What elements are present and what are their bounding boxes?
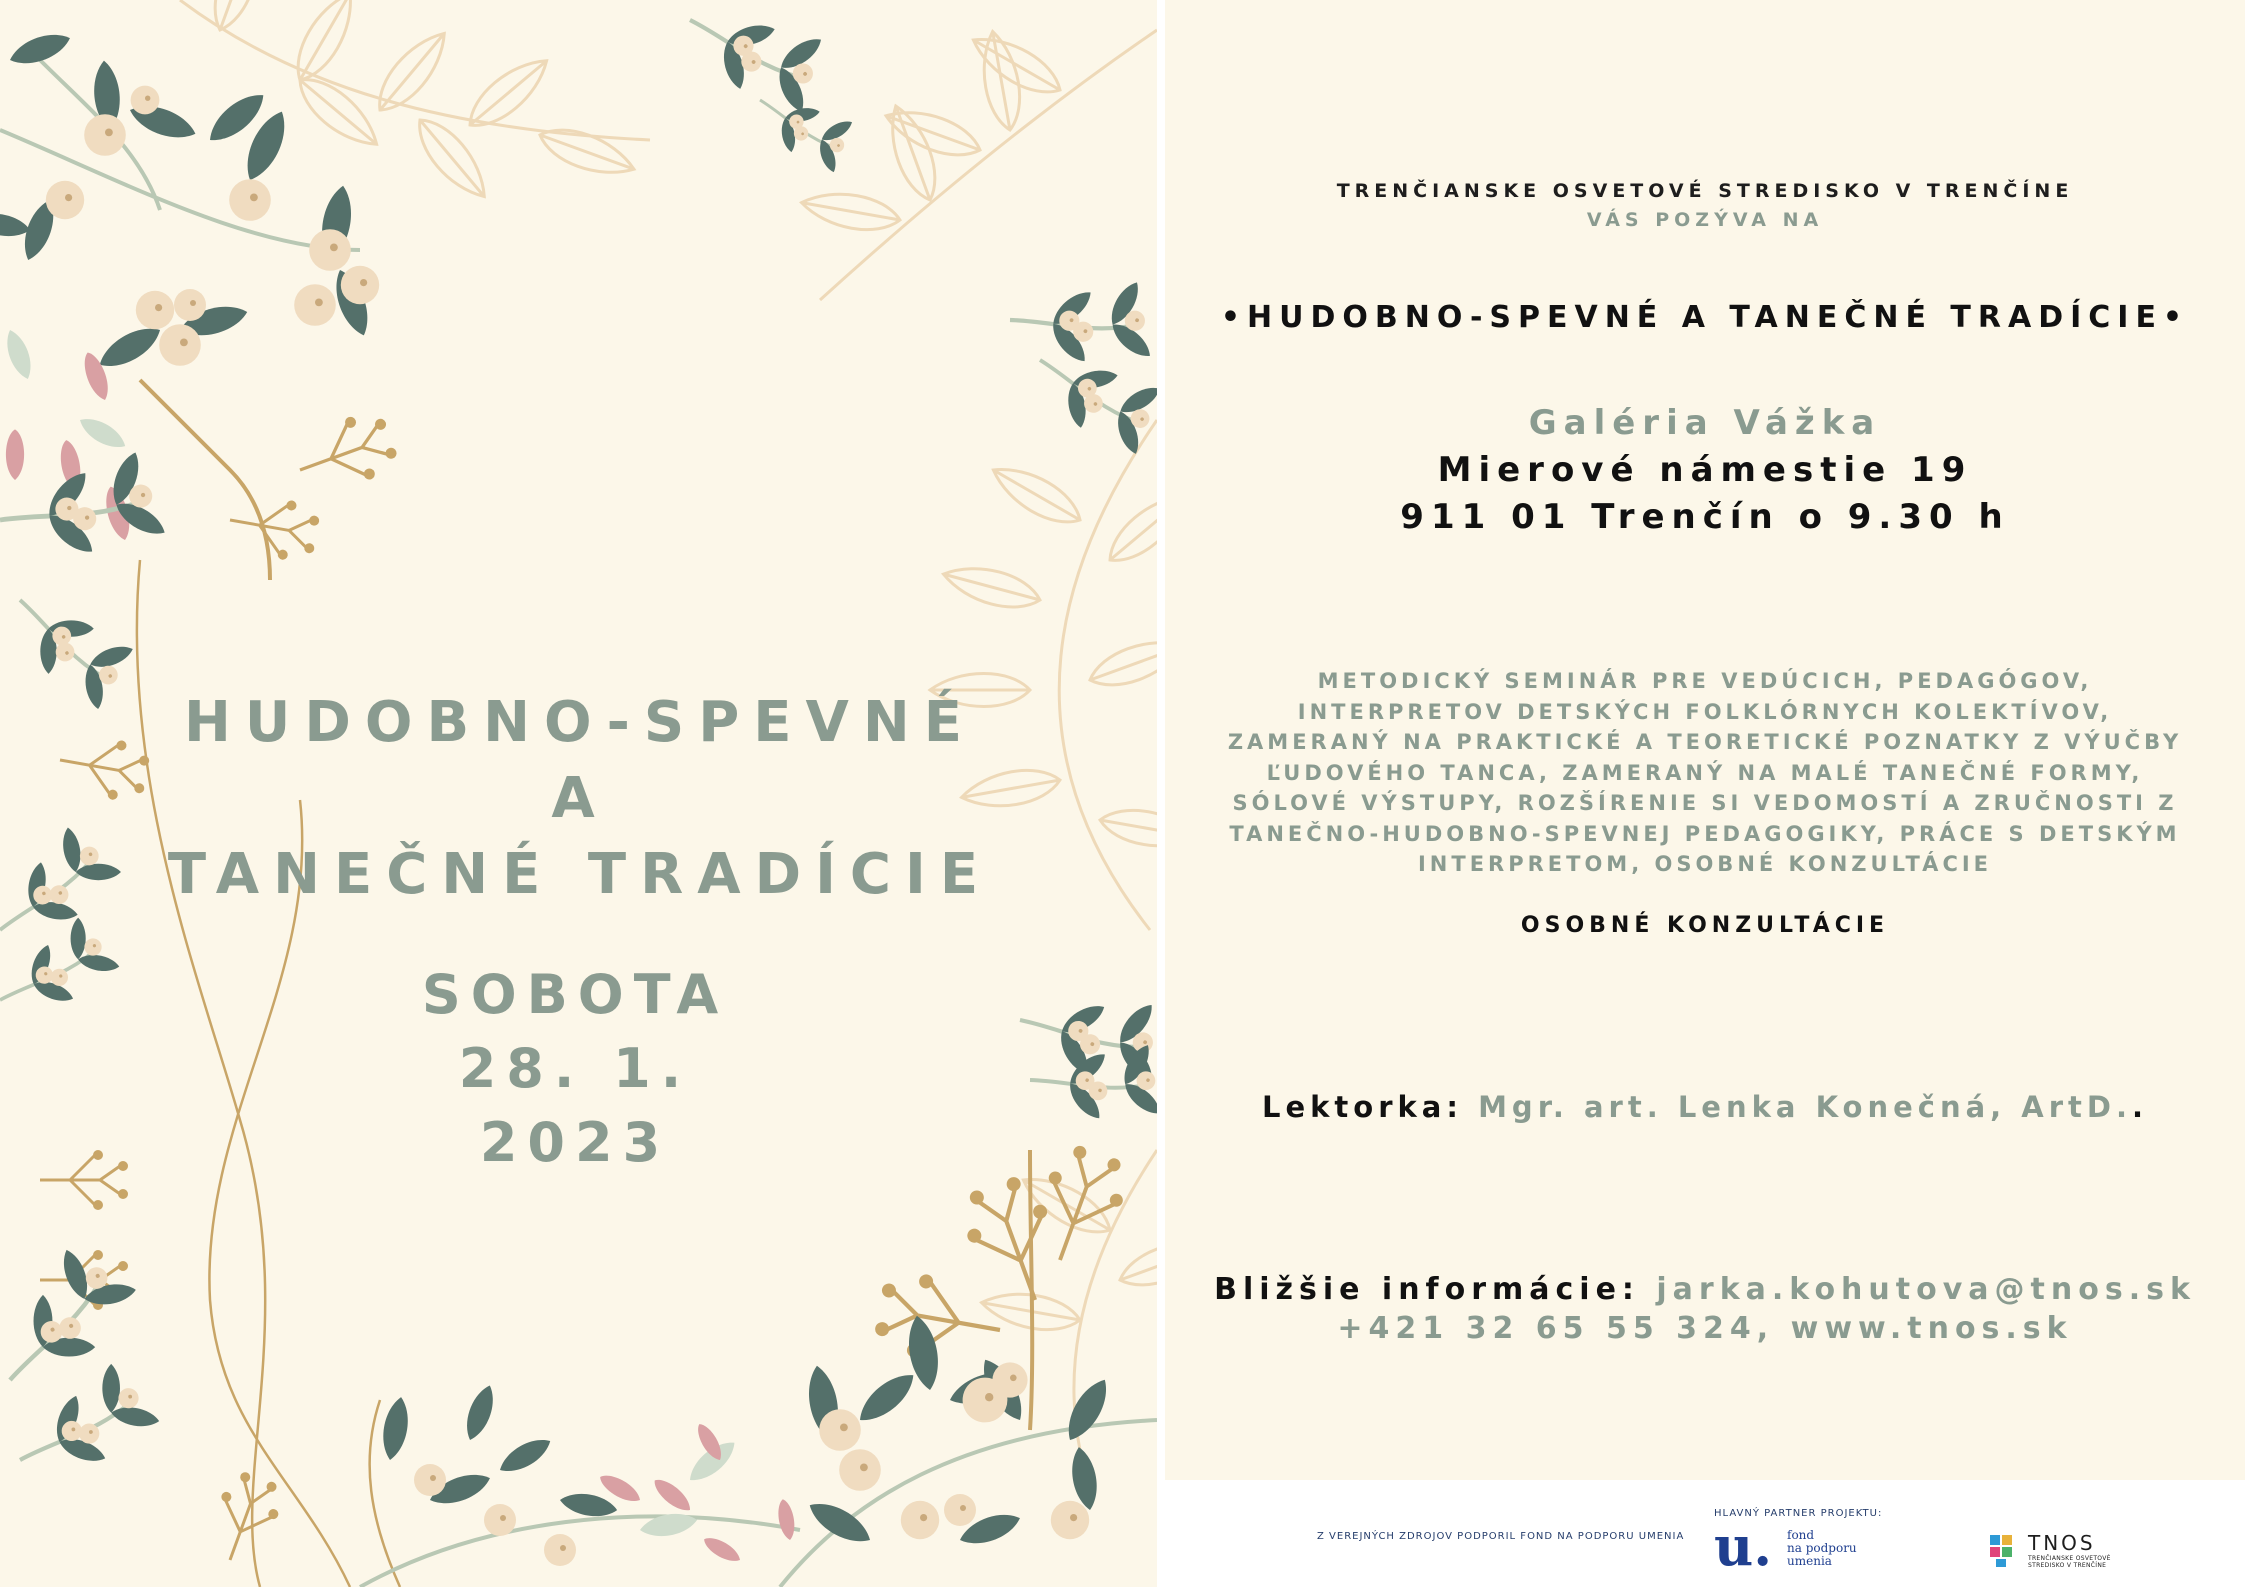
poster-title-line-2: A <box>551 766 609 831</box>
support-statement: Z VEREJNÝCH ZDROJOV PODPORIL FOND NA PODPORU UMENIA <box>1317 1531 1685 1542</box>
contact-email: jarka.kohutova@tnos.sk <box>1656 1272 2196 1307</box>
partner-label: HLAVNÝ PARTNER PROJEKTU: <box>1714 1508 1883 1519</box>
seminar-description <box>1205 666 2205 880</box>
mistletoe-sprig-icon <box>0 27 379 454</box>
description-line: INTERPRETOM, OSOBNÉ KONZULTÁCIE <box>1417 852 1993 876</box>
info-label: Bližšie informácie: <box>1214 1272 1640 1307</box>
fpu-name-line: na podporu <box>1787 1541 1857 1555</box>
contact-phone-web: +421 32 65 55 324, www.tnos.sk <box>1337 1311 2073 1346</box>
city-and-time: 911 01 Trenčín o 9.30 h <box>1400 497 2010 537</box>
tnos-sub-line: STREDISKO V TRENČÍNE <box>2028 1562 2107 1569</box>
description-line: TANEČNO-HUDOBNO-SPEVNEJ PEDAGOGIKY, PRÁCE S DETSKÝM <box>1229 821 2181 846</box>
fpu-name-line: fond <box>1787 1528 1815 1542</box>
panel-divider <box>1157 0 1165 1587</box>
tnos-logo-mark-icon <box>1988 1533 2024 1569</box>
poster-year: 2023 <box>479 1111 671 1174</box>
description-line: SÓLOVÉ VÝSTUPY, ROZŠÍRENIE SI VEDOMOSTÍ A ZRUČNOSTI Z <box>1232 791 2178 815</box>
poster-title-line-1: HUDOBNO-SPEVNÉ <box>184 690 976 755</box>
mistletoe-sprig-icon <box>360 1313 1157 1587</box>
fpu-logo-name <box>1787 1529 1857 1568</box>
tnos-name: TNOS <box>2028 1531 2096 1555</box>
lecturer-name: Mgr. art. Lenka Konečná, ArtD. <box>1478 1090 2132 1124</box>
lecturer-suffix: . <box>2131 1090 2149 1124</box>
fpu-logo <box>1714 1514 1864 1578</box>
venue: Galéria Vážka <box>1528 403 1882 443</box>
info-line <box>1165 1272 2245 1307</box>
fpu-name-line: umenia <box>1787 1554 1832 1568</box>
lecturer-line <box>1165 1090 2245 1124</box>
poster-date: 28. 1. <box>458 1037 692 1100</box>
description-line: ĽUDOVÉHO TANCA, ZAMERANÝ NA MALÉ TANEČNÉ FORMY, <box>1266 760 2144 785</box>
lecturer-label: Lektorka: <box>1261 1090 1463 1124</box>
description-line: ZAMERANÝ NA PRAKTICKÉ A TEORETICKÉ POZNATKY Z VÝUČBY <box>1227 730 2183 754</box>
description-line: INTERPRETOV DETSKÝCH FOLKLÓRNYCH KOLEKTÍVOV, <box>1297 699 2113 724</box>
poster-day: SOBOTA <box>421 963 729 1026</box>
description-line: METODICKÝ SEMINÁR PRE VEDÚCICH, PEDAGÓGOV, <box>1317 669 2093 693</box>
fpu-logo-mark: u. <box>1714 1514 1773 1578</box>
organizer: TRENČIANSKE OSVETOVÉ STREDISKO V TRENČÍNE <box>1336 180 2074 202</box>
event-name: •HUDOBNO-SPEVNÉ A TANEČNÉ TRADÍCIE• <box>1220 300 2190 335</box>
tnos-subtitle <box>2028 1555 2111 1569</box>
street-address: Mierové námestie 19 <box>1437 450 1973 490</box>
tnos-logo <box>1988 1531 2118 1571</box>
poster-title-line-3: TANEČNÉ TRADÍCIE <box>167 842 993 907</box>
consultations-heading: OSOBNÉ KONZULTÁCIE <box>1520 913 1890 938</box>
invites-line: VÁS POZÝVA NA <box>1586 209 1824 231</box>
tnos-sub-line: TRENČIANSKE OSVETOVÉ <box>2028 1555 2111 1562</box>
